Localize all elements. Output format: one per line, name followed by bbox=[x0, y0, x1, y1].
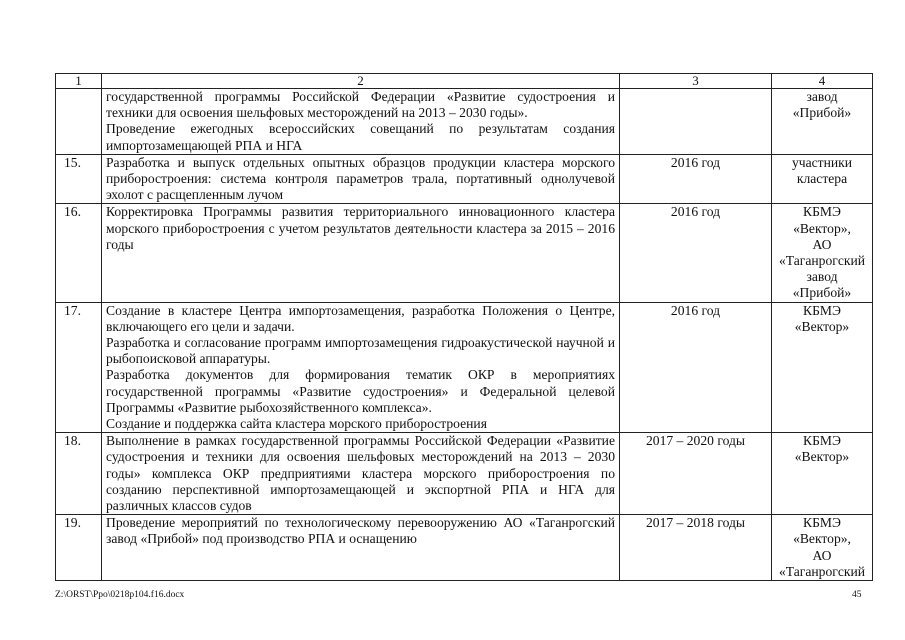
description-paragraph: Создание в кластере Центра импортозамещения, разработка Положения о Центре, включающего его цели и задачи. bbox=[106, 302, 615, 334]
executor-line: КБМЭ «Вектор» bbox=[794, 302, 850, 334]
column-header-3: 3 bbox=[620, 74, 772, 89]
executor-line: АО «Таганрогский bbox=[778, 547, 866, 579]
column-header-4: 4 bbox=[772, 74, 873, 89]
row-description bbox=[102, 204, 620, 302]
description-paragraph: Разработка документов для формирования тематик ОКР в мероприятиях государственной программы «Развитие судостроения» и Федеральной целевой Программы «Развитие рыбохозяйственного комплекса». bbox=[106, 367, 615, 415]
description-paragraph: Разработка и согласование программ импортозамещения гидроакустической научной и рыбопоисковой аппаратуры. bbox=[106, 335, 615, 367]
document-table bbox=[55, 73, 873, 581]
column-header-1: 1 bbox=[56, 74, 102, 89]
row-executor bbox=[772, 89, 873, 155]
executor-line: участники кластера bbox=[791, 154, 853, 187]
row-description bbox=[102, 433, 620, 515]
row-number bbox=[56, 89, 102, 155]
row-description bbox=[102, 89, 620, 155]
row-number: 17. bbox=[56, 302, 102, 433]
row-date: 2017 – 2018 годы bbox=[620, 515, 772, 581]
description-paragraph: Разработка и выпуск отдельных опытных образцов продукции кластера морского приборостроения: система контроля параметров трала, портативный однолучевой эхолот с расщепленным лучом bbox=[106, 154, 615, 203]
row-date: 2016 год bbox=[620, 302, 772, 433]
column-header-2: 2 bbox=[102, 74, 620, 89]
description-paragraph: Корректировка Программы развития территориального инновационного кластера морского приборостроения с учетом результатов деятельности кластера за 2015 – 2016 годы bbox=[106, 204, 615, 252]
row-description bbox=[102, 154, 620, 204]
row-description bbox=[102, 515, 620, 581]
description-paragraph: государственной программы Российской Федерации «Развитие судостроения и техники для освоения шельфовых месторождений на 2013 – 2030 годы». bbox=[106, 89, 615, 121]
row-number: 15. bbox=[56, 154, 102, 204]
executor-line: завод «Прибой» bbox=[792, 269, 852, 301]
row-date: 2017 – 2020 годы bbox=[620, 433, 772, 515]
executor-line: АО «Таганрогский bbox=[778, 236, 866, 269]
description-paragraph: Проведение ежегодных всероссийских совещаний по результатам создания импортозамещающей РПА и НГА bbox=[106, 121, 615, 153]
description-paragraph: Выполнение в рамках государственной программы Российской Федерации «Развитие судостроения и техники для освоения шельфовых месторождений на 2013 – 2030 годы» комплекса ОКР предприятиями кластера морского приборостроения по созданию перспективной импортозамещающей и экспортной РПА и НГА для различных классов судов bbox=[106, 433, 615, 514]
footer-page-number: 45 bbox=[852, 590, 862, 600]
row-executor bbox=[772, 302, 873, 433]
row-date bbox=[620, 89, 772, 155]
row-date: 2016 год bbox=[620, 204, 772, 302]
table-row bbox=[56, 204, 873, 302]
table-row bbox=[56, 515, 873, 581]
row-executor bbox=[772, 204, 873, 302]
row-executor bbox=[772, 433, 873, 515]
executor-line: КБМЭ «Вектор», bbox=[793, 204, 851, 236]
row-executor bbox=[772, 515, 873, 581]
executor-line: КБМЭ «Вектор», bbox=[793, 515, 851, 547]
executor-line: КБМЭ «Вектор» bbox=[794, 433, 850, 465]
row-number: 18. bbox=[56, 433, 102, 515]
description-paragraph: Создание и поддержка сайта кластера морского приборостроения bbox=[106, 416, 487, 432]
table-row bbox=[56, 302, 873, 433]
table-row bbox=[56, 89, 873, 155]
row-executor bbox=[772, 154, 873, 204]
table-row bbox=[56, 433, 873, 515]
row-date: 2016 год bbox=[620, 154, 772, 204]
table-row bbox=[56, 154, 873, 204]
executor-line: завод «Прибой» bbox=[792, 89, 852, 121]
description-paragraph: Проведение мероприятий по технологическому перевооружению АО «Таганрогский завод «Прибой» под производство РПА и оснащению bbox=[106, 515, 615, 547]
table-header-row bbox=[56, 74, 873, 89]
footer-file-path: Z:\ORST\Ppo\0218p104.f16.docx bbox=[55, 590, 185, 600]
row-number: 16. bbox=[56, 204, 102, 302]
row-description bbox=[102, 302, 620, 433]
row-number: 19. bbox=[56, 515, 102, 581]
